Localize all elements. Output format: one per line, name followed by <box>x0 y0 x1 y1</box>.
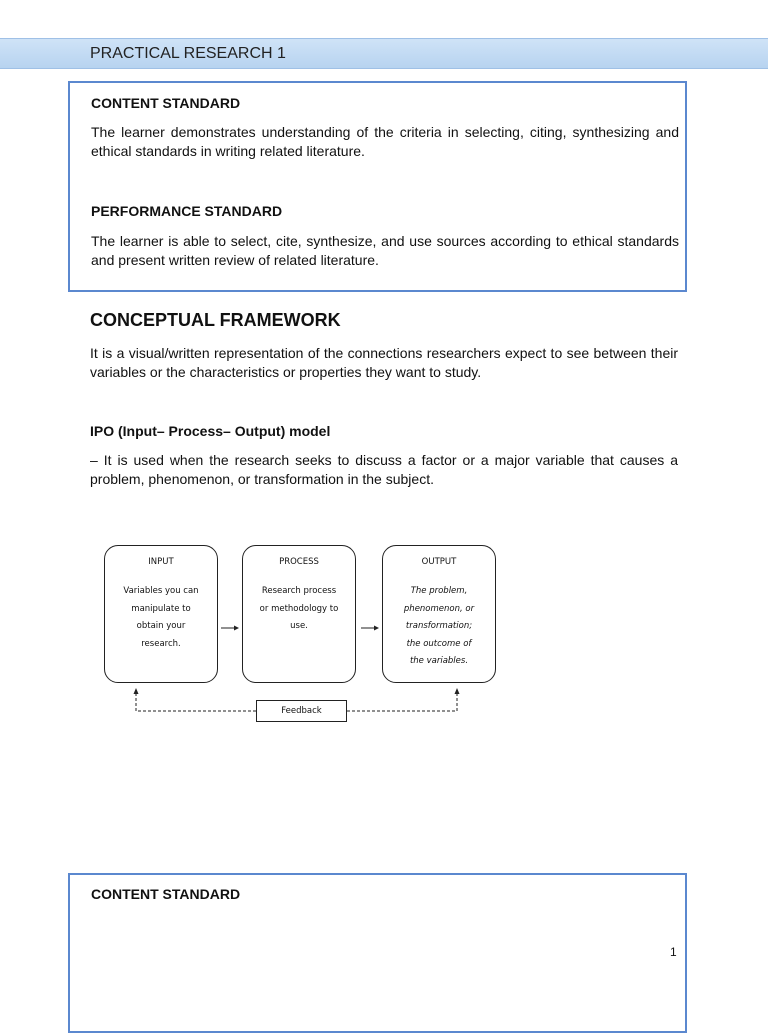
section-title: CONCEPTUAL FRAMEWORK <box>90 310 341 330</box>
input-line: manipulate to <box>131 603 191 614</box>
process-line: use. <box>290 621 308 631</box>
process-body <box>251 583 347 636</box>
output-box <box>382 545 496 683</box>
page-header-title: PRACTICAL RESEARCH 1 <box>90 45 286 62</box>
page-number: 1 <box>670 945 677 959</box>
output-line: The problem, <box>410 586 468 596</box>
performance-standard-text: The learner is able to select, cite, synthesize, and use sources according to ethical standards and present written review of related literature. <box>91 233 679 268</box>
process-line: Research process <box>261 586 337 596</box>
output-body <box>391 583 487 671</box>
output-title: OUTPUT <box>421 557 457 567</box>
content-standard-heading: CONTENT STANDARD <box>91 95 241 111</box>
standards-box-bottom <box>68 873 687 1033</box>
definition-paragraph: It is a visual/written representation of the connections researchers expect to see between their variables or the characteristics or properties they want to study. <box>90 345 678 380</box>
process-title: PROCESS <box>279 557 319 567</box>
standards-box <box>68 81 687 292</box>
input-line: obtain your <box>136 621 186 631</box>
output-line: transformation; <box>405 621 473 631</box>
output-line: phenomenon, or <box>403 603 475 614</box>
performance-standard-heading: PERFORMANCE STANDARD <box>91 203 283 219</box>
process-line: or methodology to <box>259 603 339 614</box>
input-title: INPUT <box>148 557 174 567</box>
ipo-heading: IPO (Input– Process– Output) model <box>90 423 331 439</box>
ipo-diagram <box>90 535 510 730</box>
input-line: research. <box>141 638 181 649</box>
header-band <box>0 38 768 69</box>
input-box <box>104 545 218 683</box>
output-line: the variables. <box>409 656 469 666</box>
output-line: the outcome of <box>406 638 472 649</box>
content-standard-text: The learner demonstrates understanding of the criteria in selecting, citing, synthesizing and ethical standards in writing related literature. <box>91 124 679 159</box>
input-body <box>113 583 209 653</box>
input-line: Variables you can <box>123 586 199 596</box>
ipo-description: – It is used when the research seeks to discuss a factor or a major variable that causes a problem, phenomenon, or transformation in the subject. <box>90 452 678 487</box>
feedback-box: Feedback <box>256 700 347 722</box>
content-standard-heading: CONTENT STANDARD <box>91 886 241 902</box>
process-box <box>242 545 356 683</box>
